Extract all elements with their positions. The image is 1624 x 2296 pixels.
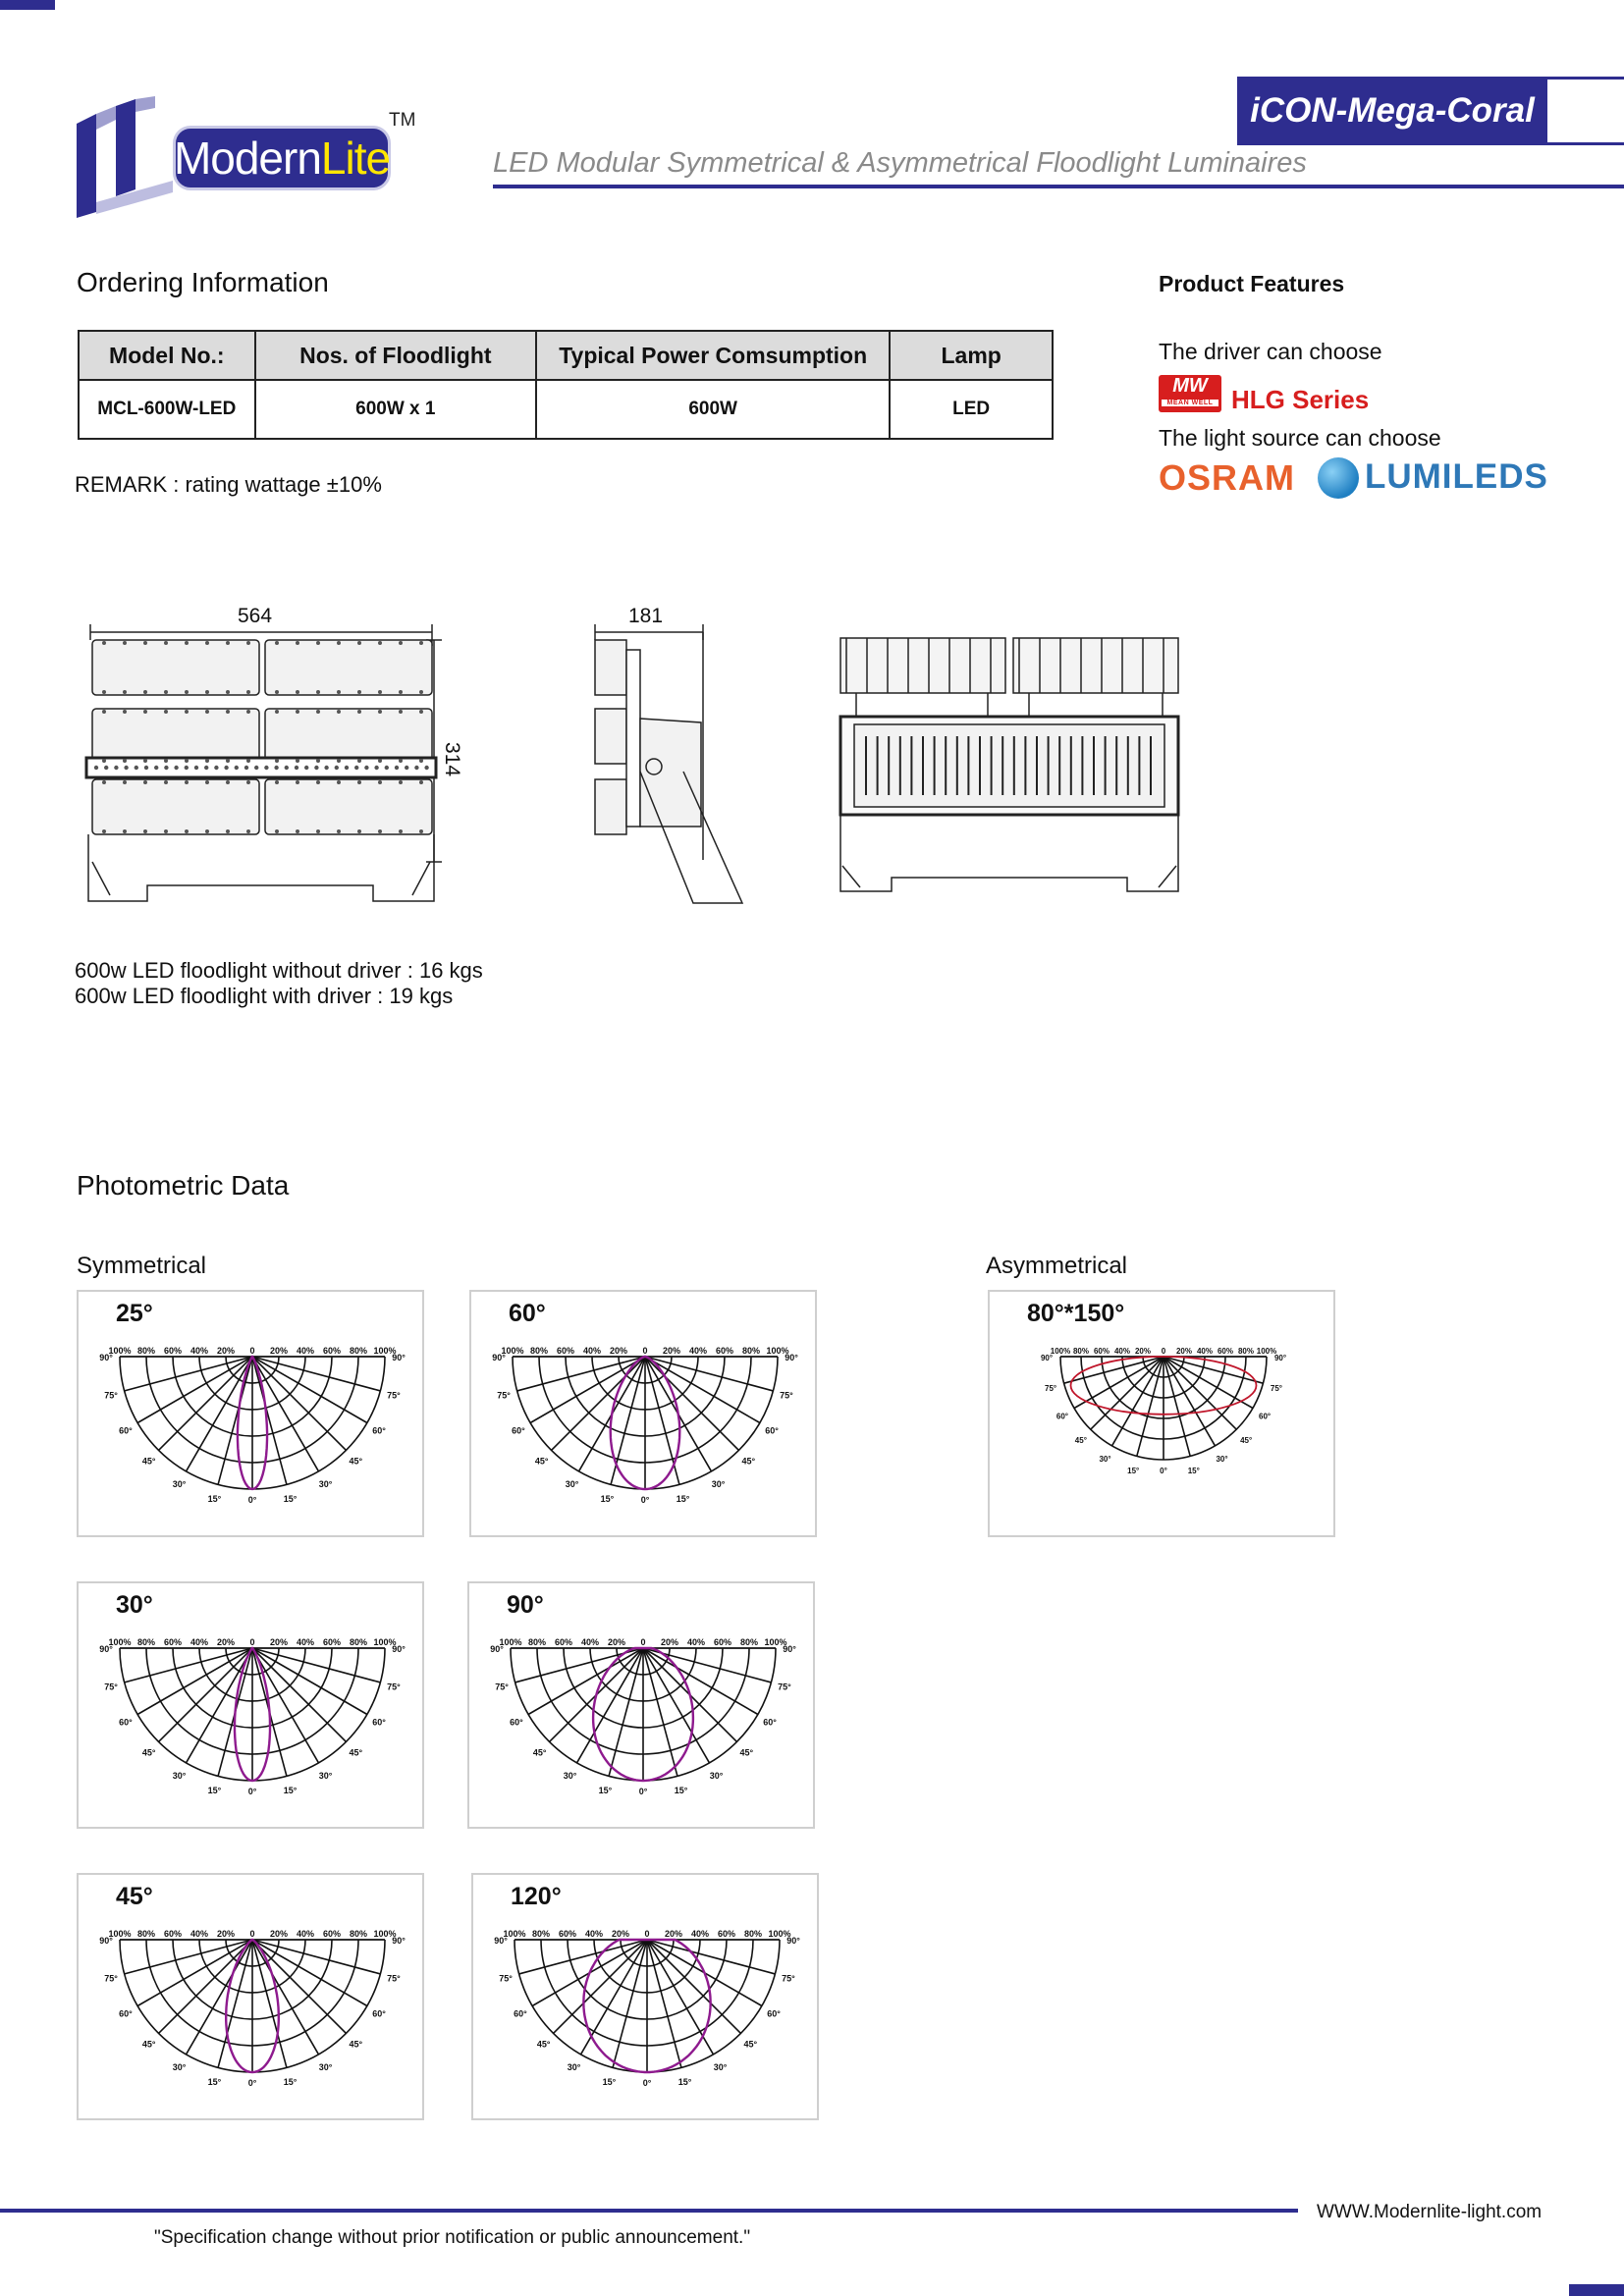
svg-text:20%: 20% — [607, 1637, 626, 1647]
svg-text:0: 0 — [249, 1637, 255, 1647]
svg-text:30°: 30° — [709, 1771, 724, 1782]
svg-text:45°: 45° — [532, 1747, 547, 1758]
svg-text:15°: 15° — [1127, 1466, 1140, 1475]
column-header: Lamp — [890, 331, 1053, 380]
svg-text:0: 0 — [642, 1346, 648, 1356]
svg-text:80%: 80% — [349, 1637, 368, 1647]
corner-accent-top — [0, 0, 55, 10]
svg-text:0: 0 — [249, 1929, 255, 1939]
model-cell: MCL-600W-LED — [79, 380, 255, 439]
footer-divider — [0, 2209, 1298, 2213]
column-header: Nos. of Floodlight — [255, 331, 536, 380]
svg-text:75°: 75° — [782, 1973, 795, 1984]
corner-accent-bottom — [1569, 2284, 1624, 2296]
svg-text:0°: 0° — [247, 1787, 257, 1796]
height-dimension: 314 — [441, 742, 463, 777]
svg-text:90°: 90° — [99, 1644, 113, 1654]
svg-text:100%: 100% — [108, 1929, 132, 1939]
svg-text:60°: 60° — [119, 1717, 133, 1728]
svg-text:75°: 75° — [1270, 1383, 1282, 1393]
svg-text:30°: 30° — [172, 2062, 187, 2073]
svg-text:45°: 45° — [739, 1747, 754, 1758]
svg-text:30°: 30° — [318, 2062, 333, 2073]
svg-text:100%: 100% — [108, 1346, 132, 1356]
photometric-title: Photometric Data — [77, 1170, 290, 1201]
svg-text:0°: 0° — [640, 1495, 650, 1505]
weight-without-driver: 600w LED floodlight without driver : 16 kgs — [75, 958, 483, 983]
svg-text:40%: 40% — [1196, 1347, 1214, 1356]
svg-text:0°: 0° — [247, 2078, 257, 2088]
svg-text:75°: 75° — [387, 1682, 401, 1692]
beam-angle-label: 120° — [511, 1883, 562, 1910]
osram-logo: OSRAM — [1159, 457, 1295, 498]
svg-text:90°: 90° — [785, 1353, 798, 1362]
polar-grid-svg — [469, 1583, 817, 1831]
svg-text:15°: 15° — [283, 1493, 298, 1504]
ordering-table — [78, 330, 1054, 440]
svg-text:0: 0 — [644, 1929, 650, 1939]
svg-text:75°: 75° — [780, 1390, 793, 1401]
svg-text:0°: 0° — [638, 1787, 648, 1796]
svg-text:100%: 100% — [373, 1929, 397, 1939]
svg-text:45°: 45° — [349, 2039, 363, 2050]
polar-chart-120 — [471, 1873, 819, 2120]
polar-chart-60 — [469, 1290, 817, 1537]
svg-text:30°: 30° — [565, 1479, 579, 1490]
svg-text:100%: 100% — [108, 1637, 132, 1647]
svg-text:80%: 80% — [349, 1929, 368, 1939]
svg-text:100%: 100% — [1256, 1347, 1277, 1356]
svg-text:90°: 90° — [783, 1644, 796, 1654]
power-cell: 600W — [536, 380, 890, 439]
polar-chart-45 — [77, 1873, 424, 2120]
beam-angle-label: 45° — [116, 1883, 153, 1910]
svg-text:0°: 0° — [1160, 1467, 1167, 1475]
company-logo — [75, 96, 428, 219]
page-subtitle: LED Modular Symmetrical & Asymmetrical Floodlight Luminaires — [493, 147, 1307, 179]
polar-chart-30 — [77, 1581, 424, 1829]
svg-text:20%: 20% — [660, 1637, 679, 1647]
features-title: Product Features — [1159, 271, 1345, 296]
svg-text:75°: 75° — [387, 1390, 401, 1401]
svg-text:30°: 30° — [711, 1479, 726, 1490]
svg-text:45°: 45° — [349, 1456, 363, 1467]
floodlight-count-cell: 600W x 1 — [255, 380, 536, 439]
meanwell-logo: MW MEAN WELL — [1159, 375, 1221, 412]
svg-text:80%: 80% — [136, 1346, 156, 1356]
svg-text:45°: 45° — [536, 2039, 551, 2050]
table-row — [79, 380, 1053, 439]
svg-text:30°: 30° — [318, 1479, 333, 1490]
svg-text:60%: 60% — [1217, 1347, 1234, 1356]
ordering-title: Ordering Information — [77, 267, 329, 297]
svg-text:40%: 40% — [189, 1929, 209, 1939]
svg-text:100%: 100% — [499, 1637, 522, 1647]
svg-text:100%: 100% — [501, 1346, 524, 1356]
svg-text:60°: 60° — [372, 1425, 386, 1436]
svg-text:40%: 40% — [296, 1637, 315, 1647]
svg-text:60°: 60° — [767, 2008, 781, 2019]
svg-text:40%: 40% — [189, 1637, 209, 1647]
weight-with-driver: 600w LED floodlight with driver : 19 kgs — [75, 984, 454, 1008]
logo-bars-icon — [75, 96, 183, 219]
svg-text:45°: 45° — [141, 1747, 156, 1758]
side-view-drawing — [585, 595, 762, 919]
svg-text:100%: 100% — [503, 1929, 526, 1939]
svg-text:15°: 15° — [674, 1785, 688, 1795]
svg-text:30°: 30° — [172, 1479, 187, 1490]
svg-text:15°: 15° — [207, 1785, 222, 1795]
symmetrical-label: Symmetrical — [77, 1253, 207, 1279]
svg-text:75°: 75° — [104, 1390, 118, 1401]
svg-text:80%: 80% — [531, 1929, 551, 1939]
svg-text:90°: 90° — [392, 1936, 406, 1946]
svg-text:90°: 90° — [494, 1936, 508, 1946]
svg-text:80%: 80% — [1072, 1347, 1090, 1356]
svg-text:80%: 80% — [741, 1346, 761, 1356]
svg-text:60%: 60% — [163, 1346, 183, 1356]
svg-text:75°: 75° — [104, 1973, 118, 1984]
svg-text:90°: 90° — [392, 1644, 406, 1654]
svg-text:45°: 45° — [1240, 1436, 1253, 1446]
svg-text:80%: 80% — [349, 1346, 368, 1356]
svg-text:30°: 30° — [1099, 1455, 1111, 1465]
svg-text:60°: 60° — [512, 1425, 525, 1436]
svg-text:20%: 20% — [269, 1346, 289, 1356]
footer-website: WWW.Modernlite-light.com — [1317, 2202, 1543, 2222]
polar-chart-90 — [467, 1581, 815, 1829]
svg-text:80%: 80% — [136, 1637, 156, 1647]
polar-chart-25 — [77, 1290, 424, 1537]
svg-text:60%: 60% — [163, 1929, 183, 1939]
svg-text:20%: 20% — [609, 1346, 628, 1356]
svg-text:30°: 30° — [567, 2062, 581, 2073]
polar-grid-svg — [79, 1292, 426, 1539]
lumileds-globe-icon — [1318, 457, 1359, 499]
svg-text:75°: 75° — [1045, 1383, 1057, 1393]
svg-text:80%: 80% — [529, 1346, 549, 1356]
svg-text:40%: 40% — [296, 1346, 315, 1356]
svg-text:30°: 30° — [172, 1771, 187, 1782]
svg-text:45°: 45° — [141, 1456, 156, 1467]
svg-text:90°: 90° — [786, 1936, 800, 1946]
svg-text:60°: 60° — [514, 2008, 527, 2019]
svg-text:15°: 15° — [283, 1785, 298, 1795]
svg-text:40%: 40% — [584, 1929, 604, 1939]
svg-text:100%: 100% — [766, 1346, 789, 1356]
svg-text:60%: 60% — [556, 1346, 575, 1356]
svg-text:20%: 20% — [216, 1346, 236, 1356]
polar-grid-svg — [79, 1875, 426, 2122]
front-view-drawing — [79, 595, 491, 919]
svg-text:60%: 60% — [322, 1637, 342, 1647]
svg-text:0: 0 — [640, 1637, 646, 1647]
svg-text:60%: 60% — [322, 1929, 342, 1939]
svg-text:20%: 20% — [216, 1637, 236, 1647]
svg-text:40%: 40% — [686, 1637, 706, 1647]
svg-text:0: 0 — [1161, 1347, 1166, 1356]
svg-text:60°: 60° — [372, 2008, 386, 2019]
lumileds-logo: LUMILEDS — [1365, 457, 1548, 496]
svg-text:90°: 90° — [1273, 1354, 1287, 1362]
svg-text:100%: 100% — [1050, 1347, 1071, 1356]
svg-text:40%: 40% — [582, 1346, 602, 1356]
svg-text:75°: 75° — [104, 1682, 118, 1692]
svg-text:15°: 15° — [598, 1785, 613, 1795]
logo-wordmark: Modern Lite — [173, 126, 391, 190]
driver-choice-text: The driver can choose — [1159, 339, 1382, 364]
header-divider — [493, 185, 1624, 188]
svg-text:45°: 45° — [1074, 1436, 1087, 1446]
footer-disclaimer: "Specification change without prior notification or public announcement." — [154, 2227, 751, 2248]
svg-text:75°: 75° — [495, 1682, 509, 1692]
svg-text:80%: 80% — [743, 1929, 763, 1939]
svg-text:90°: 90° — [492, 1353, 506, 1362]
svg-text:15°: 15° — [676, 1493, 690, 1504]
svg-text:60%: 60% — [713, 1637, 732, 1647]
rear-view-drawing — [835, 634, 1188, 909]
svg-text:60°: 60° — [510, 1717, 523, 1728]
svg-text:100%: 100% — [373, 1346, 397, 1356]
svg-text:30°: 30° — [563, 1771, 577, 1782]
svg-text:60°: 60° — [1056, 1412, 1068, 1421]
svg-text:40%: 40% — [688, 1346, 708, 1356]
svg-text:0°: 0° — [247, 1495, 257, 1505]
svg-text:15°: 15° — [207, 1493, 222, 1504]
tab-frame-line — [1545, 142, 1624, 145]
polar-grid-svg — [79, 1583, 426, 1831]
svg-text:30°: 30° — [1216, 1455, 1228, 1465]
svg-text:100%: 100% — [768, 1929, 791, 1939]
svg-text:15°: 15° — [283, 2076, 298, 2087]
svg-text:30°: 30° — [713, 2062, 728, 2073]
svg-text:40%: 40% — [690, 1929, 710, 1939]
svg-text:100%: 100% — [373, 1637, 397, 1647]
svg-text:60°: 60° — [763, 1717, 777, 1728]
lamp-cell: LED — [890, 380, 1053, 439]
svg-text:30°: 30° — [318, 1771, 333, 1782]
svg-text:45°: 45° — [349, 1747, 363, 1758]
svg-text:90°: 90° — [392, 1353, 406, 1362]
svg-text:75°: 75° — [778, 1682, 791, 1692]
svg-text:60%: 60% — [1093, 1347, 1110, 1356]
polar-chart-asymmetrical — [988, 1290, 1335, 1537]
depth-dimension: 181 — [628, 605, 664, 627]
beam-angle-label: 30° — [116, 1591, 153, 1619]
svg-text:15°: 15° — [207, 2076, 222, 2087]
svg-text:45°: 45° — [141, 2039, 156, 2050]
svg-text:15°: 15° — [600, 1493, 615, 1504]
svg-text:20%: 20% — [1134, 1347, 1152, 1356]
svg-text:0: 0 — [249, 1346, 255, 1356]
svg-text:40%: 40% — [296, 1929, 315, 1939]
svg-text:15°: 15° — [602, 2076, 617, 2087]
light-source-text: The light source can choose — [1159, 425, 1441, 451]
tab-frame-line — [1545, 77, 1624, 80]
svg-text:90°: 90° — [99, 1936, 113, 1946]
svg-text:60%: 60% — [554, 1637, 573, 1647]
svg-text:60°: 60° — [372, 1717, 386, 1728]
trademark-symbol: TM — [389, 110, 416, 131]
svg-text:20%: 20% — [664, 1929, 683, 1939]
svg-text:60°: 60° — [119, 2008, 133, 2019]
svg-text:90°: 90° — [99, 1353, 113, 1362]
beam-angle-label: 90° — [507, 1591, 544, 1619]
remark-text: REMARK : rating wattage ±10% — [75, 472, 382, 497]
column-header: Typical Power Comsumption — [536, 331, 890, 380]
svg-text:15°: 15° — [1187, 1466, 1200, 1475]
polar-grid-svg — [471, 1292, 819, 1539]
svg-text:60%: 60% — [322, 1346, 342, 1356]
svg-text:45°: 45° — [741, 1456, 756, 1467]
column-header: Model No.: — [79, 331, 255, 380]
beam-angle-label: 80°*150° — [1027, 1300, 1125, 1327]
svg-text:40%: 40% — [580, 1637, 600, 1647]
svg-text:60°: 60° — [1259, 1412, 1272, 1421]
svg-text:45°: 45° — [743, 2039, 758, 2050]
width-dimension: 564 — [238, 605, 273, 627]
svg-text:90°: 90° — [490, 1644, 504, 1654]
svg-text:75°: 75° — [499, 1973, 513, 1984]
polar-grid-svg — [473, 1875, 821, 2122]
svg-text:45°: 45° — [534, 1456, 549, 1467]
svg-text:60%: 60% — [717, 1929, 736, 1939]
svg-text:60%: 60% — [715, 1346, 734, 1356]
driver-series-text: HLG Series — [1231, 385, 1370, 414]
asymmetrical-label: Asymmetrical — [986, 1253, 1128, 1279]
svg-text:20%: 20% — [662, 1346, 681, 1356]
svg-text:40%: 40% — [1113, 1347, 1131, 1356]
product-name-tab: iCON-Mega-Coral — [1237, 77, 1547, 145]
svg-text:20%: 20% — [269, 1637, 289, 1647]
svg-text:80%: 80% — [136, 1929, 156, 1939]
svg-text:75°: 75° — [497, 1390, 511, 1401]
svg-text:60%: 60% — [558, 1929, 577, 1939]
svg-text:0°: 0° — [642, 2078, 652, 2088]
svg-text:20%: 20% — [216, 1929, 236, 1939]
svg-text:90°: 90° — [1040, 1354, 1054, 1362]
table-header-row — [79, 331, 1053, 380]
svg-text:20%: 20% — [269, 1929, 289, 1939]
svg-text:100%: 100% — [764, 1637, 787, 1647]
svg-text:20%: 20% — [611, 1929, 630, 1939]
polar-grid-svg — [990, 1292, 1337, 1539]
beam-angle-label: 60° — [509, 1300, 546, 1327]
svg-text:80%: 80% — [739, 1637, 759, 1647]
beam-angle-label: 25° — [116, 1300, 153, 1327]
svg-text:80%: 80% — [527, 1637, 547, 1647]
svg-text:60°: 60° — [765, 1425, 779, 1436]
svg-text:80%: 80% — [1237, 1347, 1255, 1356]
svg-text:60°: 60° — [119, 1425, 133, 1436]
svg-text:60%: 60% — [163, 1637, 183, 1647]
svg-text:15°: 15° — [677, 2076, 692, 2087]
svg-text:20%: 20% — [1175, 1347, 1193, 1356]
svg-text:75°: 75° — [387, 1973, 401, 1984]
svg-text:40%: 40% — [189, 1346, 209, 1356]
